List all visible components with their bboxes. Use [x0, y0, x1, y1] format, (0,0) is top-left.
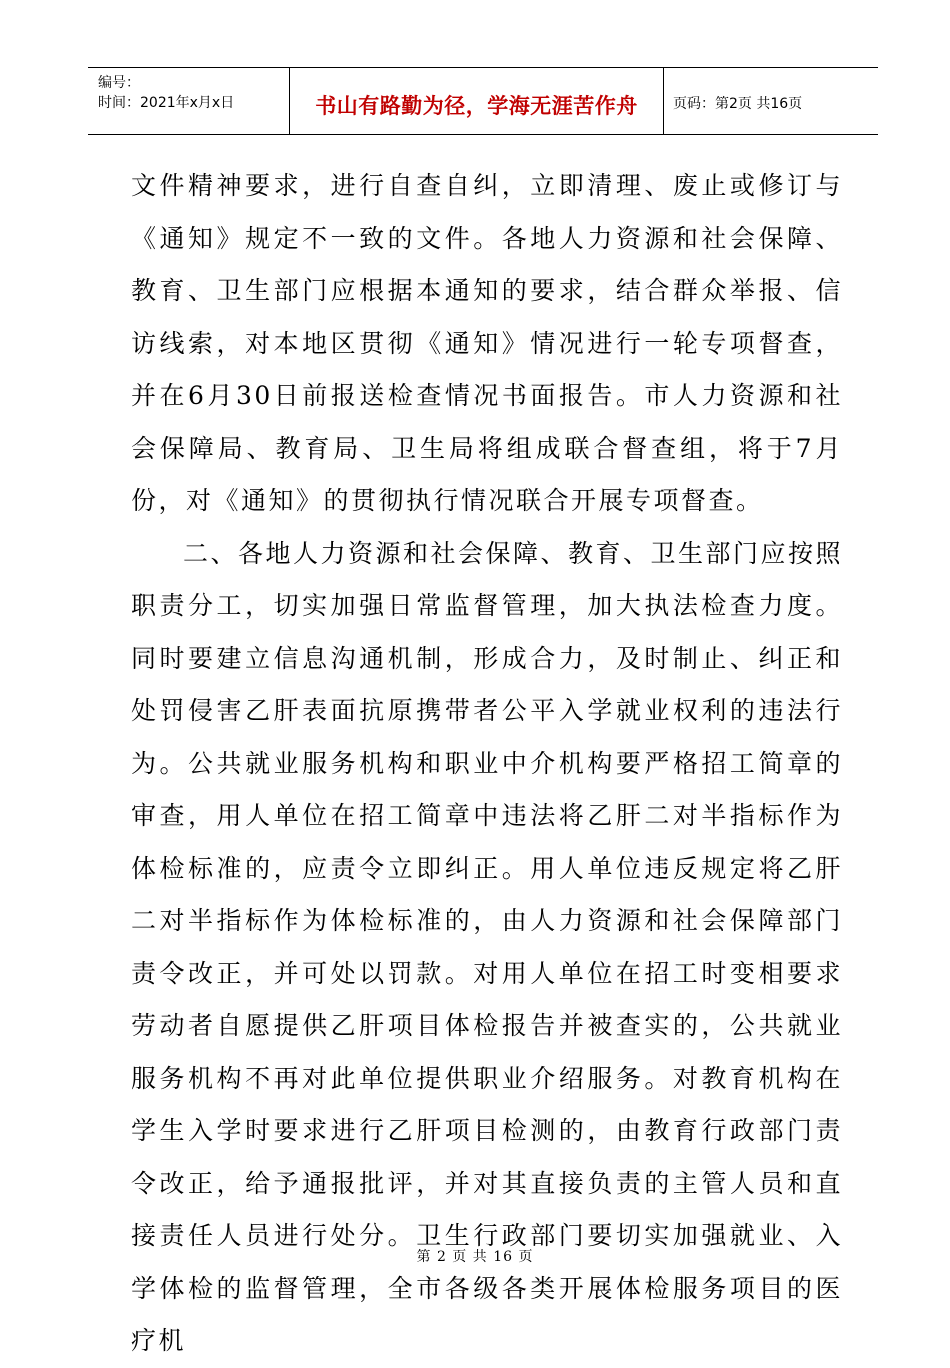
document-time-label: 时间：2021年x月x日: [98, 95, 235, 111]
document-body: [131, 160, 843, 1368]
header-meta: [98, 73, 234, 113]
body-paragraph: 文件精神要求，进行自查自纠，立即清理、废止或修订与《通知》规定不一致的文件。各地人力资源和社会保障、教育、卫生部门应根据本通知的要求，结合群众举报、信访线索，对本地区贯彻《通知》情况进行一轮专项督查，并在6月30日前报送检查情况书面报告。市人力资源和社会保障局、教育局、卫生局将组成联合督查组，将于7月份，对《通知》的贯彻执行情况联合开展专项督查。: [131, 171, 843, 515]
header-divider: [663, 68, 664, 134]
body-paragraph: 二、各地人力资源和社会保障、教育、卫生部门应按照职责分工，切实加强日常监督管理，加大执法检查力度。同时要建立信息沟通机制，形成合力，及时制止、纠正和处罚侵害乙肝表面抗原携带者公平入学就业权利的违法行为。公共就业服务机构和职业中介机构要严格招工简章的审查，用人单位在招工简章中违法将乙肝二对半指标作为体检标准的，应责令立即纠正。用人单位违反规定将乙肝二对半指标作为体检标准的，由人力资源和社会保障部门责令改正，并可处以罚款。对用人单位在招工时变相要求劳动者自愿提供乙肝项目体检报告并被查实的，公共就业服务机构不再对此单位提供职业介绍服务。对教育机构在学生入学时要求进行乙肝项目检测的，由教育行政部门责令改正，给予通报批评，并对其直接负责的主管人员和直接责任人员进行处分。卫生行政部门要切实加强就业、入学体检的监督管理，全市各级各类开展体检服务项目的医疗机: [131, 538, 844, 1355]
document-number-label: 编号：: [98, 75, 140, 91]
header-page-info: 页码：第2页 共16页: [673, 96, 803, 112]
page-header: [88, 67, 878, 135]
page-footer-number: 第 2 页 共 16 页: [416, 1249, 534, 1265]
header-motto: 书山有路勤为径，学海无涯苦作舟: [315, 94, 638, 118]
